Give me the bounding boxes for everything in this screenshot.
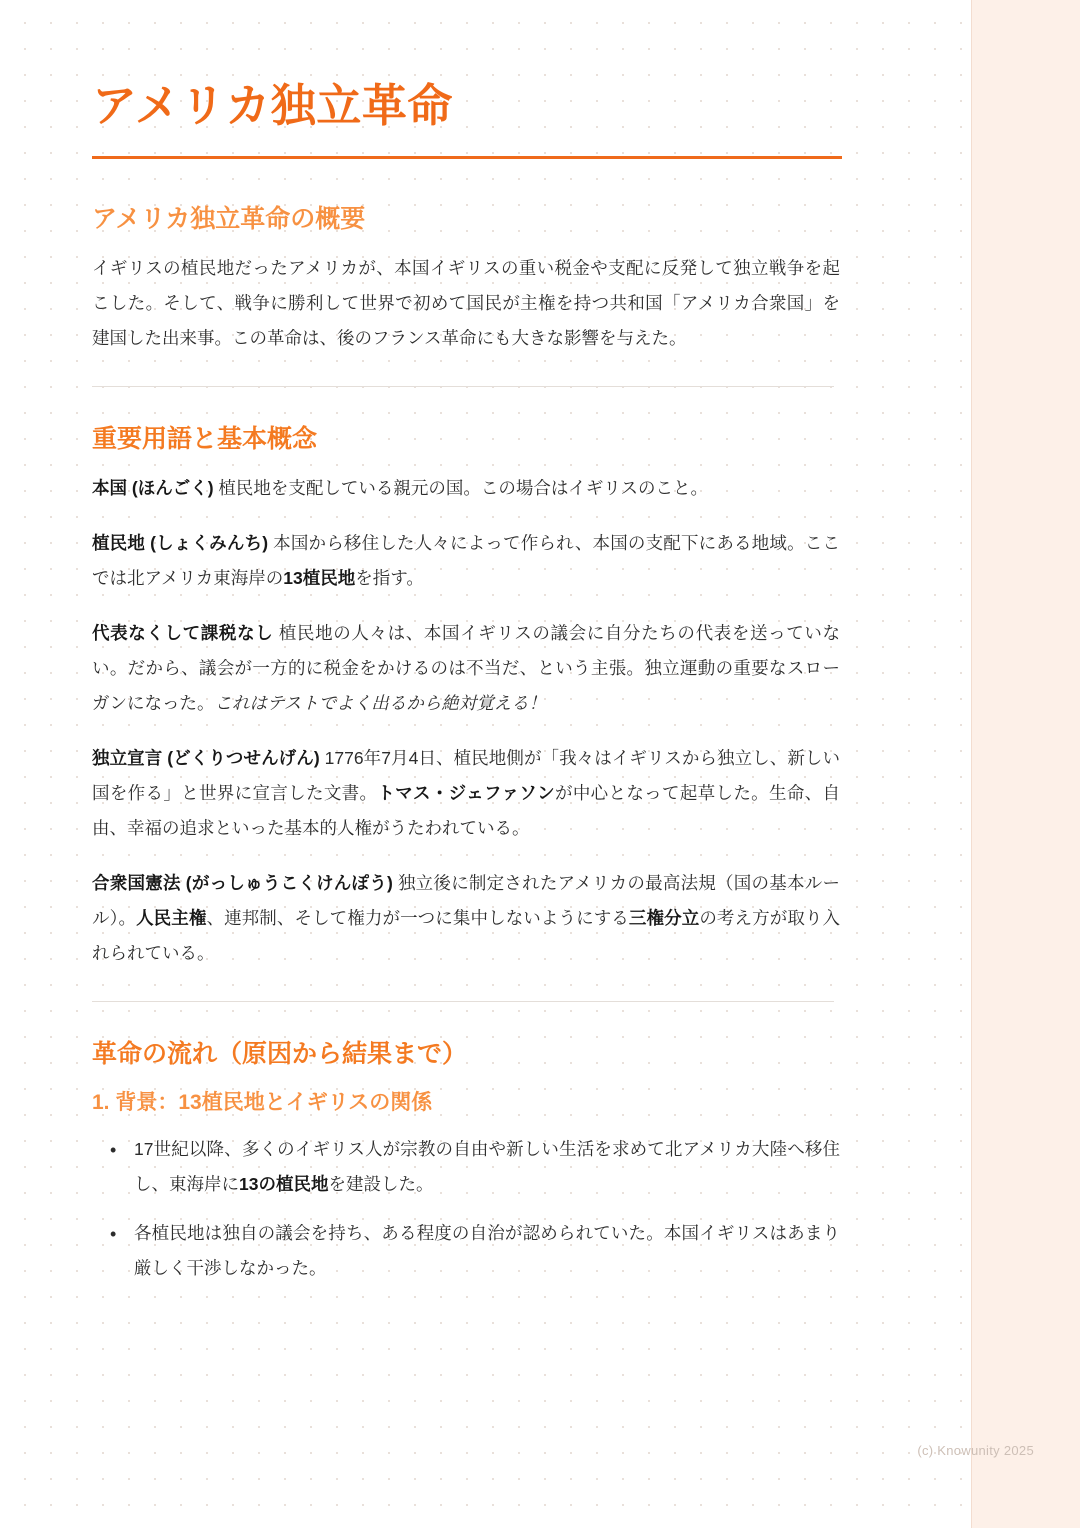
- term-definition: 植民地の人々は、本国イギリスの議会に自分たちの代表を送っていない。だから、議会が一方的に税金をかけるのは不当だ、という主張。独立運動の重要なスローガンになった。: [92, 623, 841, 714]
- term-emphasis-2: 三権分立: [628, 908, 700, 929]
- bullet-lead: 17世紀以降、多くのイギリス人が宗教の自由や新しい生活を求めて北アメリカ大陸へ移住し、東海岸に: [134, 1139, 840, 1195]
- section-heading-terms: 重要用語と基本概念: [92, 425, 318, 454]
- bullet-tail: を建設した。: [328, 1174, 434, 1195]
- term-definition: 本国から移住した人々によって作られ、本国の支配下にある地域。ここでは北アメリカ東海岸の: [92, 533, 840, 589]
- term-definition: 独立後に制定されたアメリカの最高法規（国の基本ルール）。: [92, 873, 840, 929]
- term-entry-hongoku: [92, 471, 840, 506]
- term-label: 代表なくして課税なし: [92, 623, 274, 644]
- section-paragraph-overview: イギリスの植民地だったアメリカが、本国イギリスの重い税金や支配に反発して独立戦争を起こした。そして、戦争に勝利して世界で初めて国民が主権を持つ共和国「アメリカ合衆国」を建国した出来事。この革命は、後のフランス革命にも大きな影響を与えた。: [92, 258, 840, 349]
- term-entry-no-taxation: [92, 616, 840, 721]
- term-label: 本国 (ほんごく): [92, 478, 214, 499]
- term-italic-note: これはテストでよく出るから絶対覚える！: [214, 693, 547, 714]
- term-definition-tail: が中心となって起草した。生命、自由、幸福の追求といった基本的人権がうたわれている。: [92, 783, 840, 839]
- term-emphasis: 13植民地: [283, 568, 356, 589]
- watermark: (c) Knowunity 2025: [917, 1443, 1034, 1458]
- page-margin-rule: [971, 0, 972, 1528]
- term-label: 独立宣言 (どくりつせんげん): [92, 748, 320, 769]
- term-label: 植民地 (しょくみんち): [92, 533, 269, 554]
- bullet-emphasis: 13の植民地: [239, 1174, 329, 1195]
- term-definition: 植民地を支配している親元の国。この場合はイギリスのこと。: [213, 478, 709, 499]
- section-heading-overview: アメリカ独立革命の概要: [92, 205, 366, 234]
- term-definition-tail-2: の考え方が取り入れられている。: [92, 908, 841, 964]
- subsection-heading-background: 1. 背景：13植民地とイギリスの関係: [92, 1091, 433, 1115]
- term-label: 合衆国憲法 (がっしゅうこくけんぽう): [92, 873, 393, 894]
- list-item: [122, 1216, 840, 1286]
- term-entry-declaration: [92, 741, 840, 846]
- page-margin-strip: [972, 0, 1080, 1528]
- section-divider-2: [92, 1001, 834, 1002]
- section-heading-flow: 革命の流れ（原因から結果まで）: [92, 1040, 468, 1069]
- term-definition-tail: 、連邦制、そして権力が一つに集中しないようにする: [206, 908, 629, 929]
- term-emphasis: 人民主権: [136, 908, 207, 929]
- list-item: [122, 1132, 840, 1202]
- title-divider: [92, 156, 842, 159]
- term-entry-shokuminchi: [92, 526, 840, 596]
- bullet-lead: 各植民地は独自の議会を持ち、ある程度の自治が認められていた。本国イギリスはあまり厳しく干渉しなかった。: [134, 1223, 840, 1279]
- document-content: [92, 78, 840, 1300]
- term-definition: 1776年7月4日、植民地側が「我々はイギリスから独立し、新しい国を作る」と世界に宣言した文書。: [92, 748, 840, 804]
- term-entry-constitution: [92, 866, 840, 971]
- page-title: アメリカ独立革命: [92, 80, 453, 131]
- section-divider-1: [92, 386, 834, 387]
- term-definition-tail: を指す。: [355, 568, 424, 589]
- bullet-list-background: [92, 1132, 840, 1286]
- term-emphasis: トマス・ジェファソン: [377, 783, 555, 804]
